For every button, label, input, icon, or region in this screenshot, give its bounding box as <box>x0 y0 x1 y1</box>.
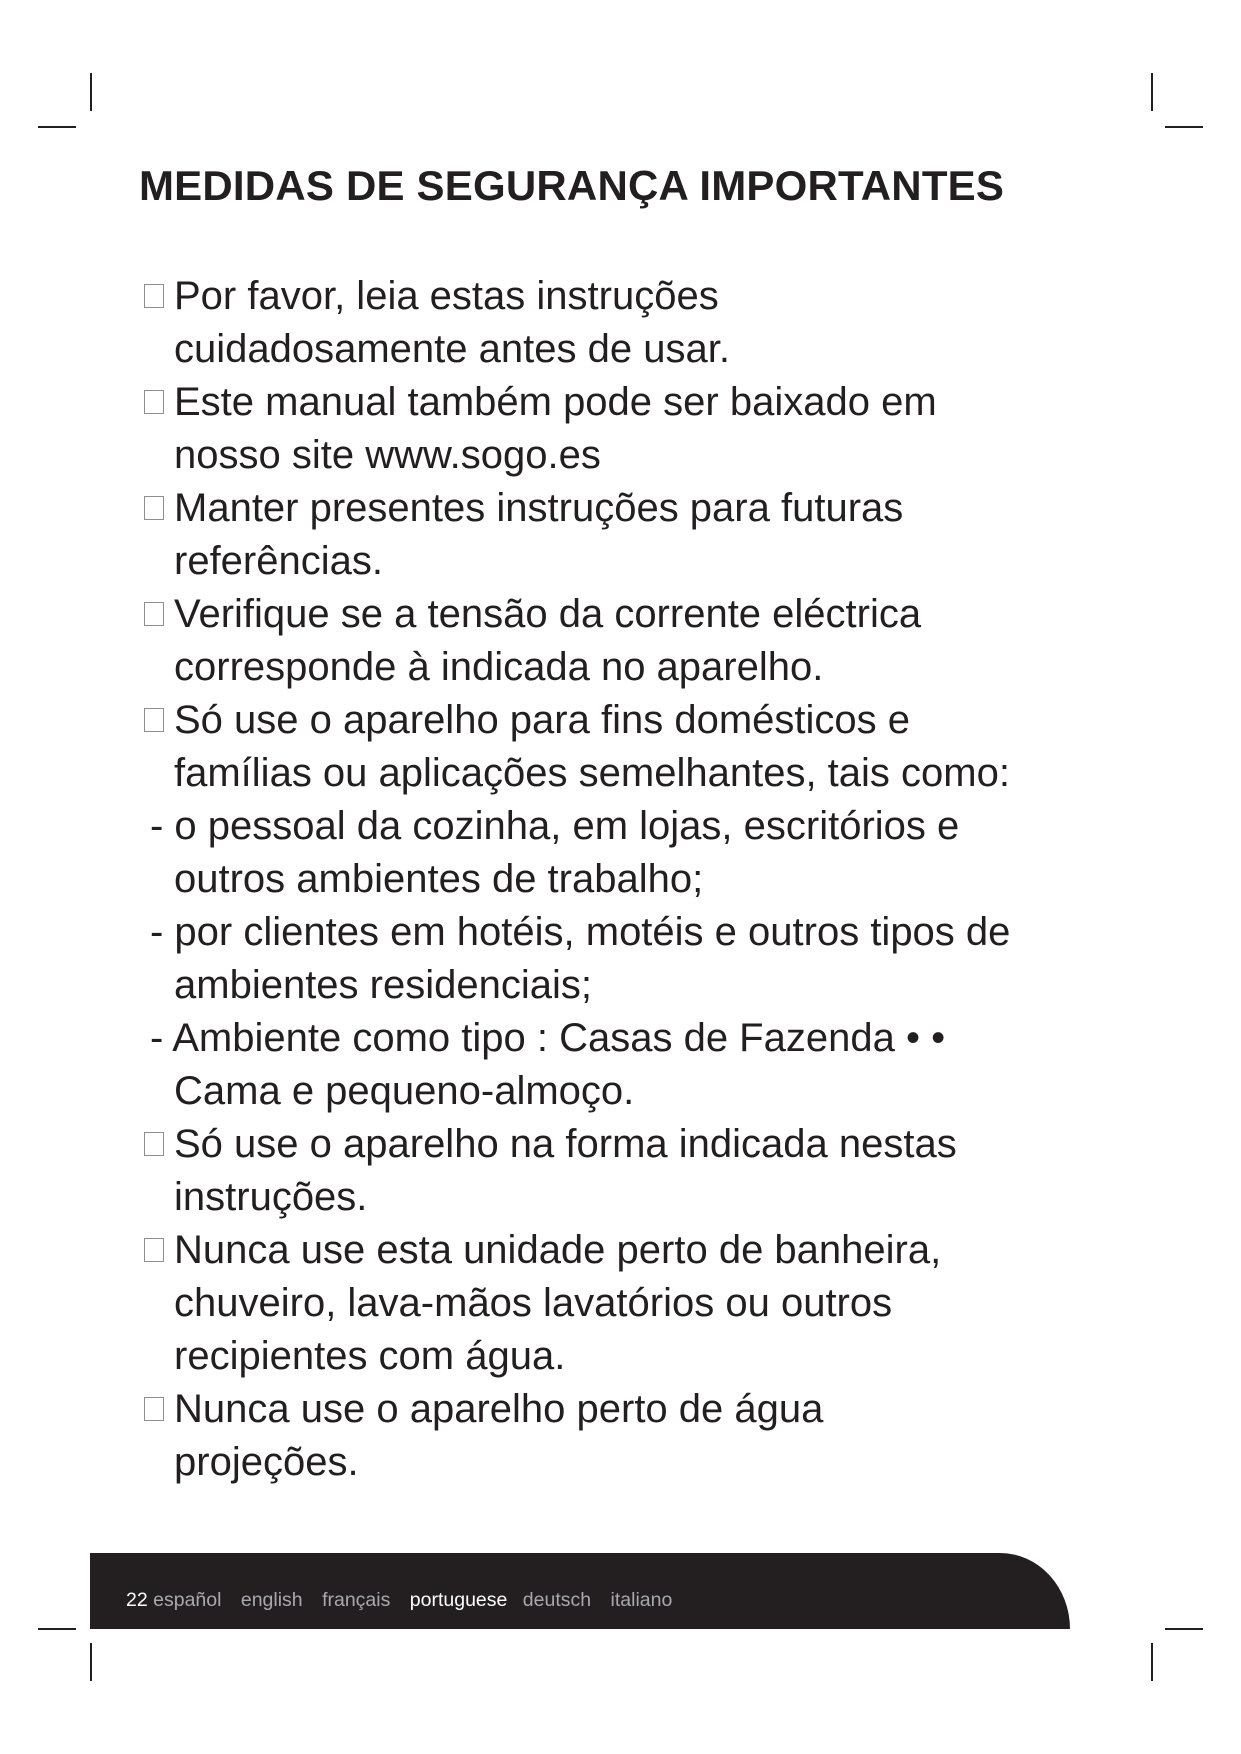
item-text: referências. <box>174 539 383 583</box>
safety-instructions-list <box>142 270 1142 1489</box>
item-text: chuveiro, lava-mãos lavatórios ou outros <box>174 1281 893 1325</box>
item-text: recipientes com água. <box>174 1334 566 1378</box>
item-text: nosso site www.sogo.es <box>174 433 601 477</box>
footer-bar <box>90 1553 1070 1629</box>
item-text: Só use o aparelho na forma indicada nestas <box>174 1122 957 1166</box>
list-item <box>142 1383 1142 1489</box>
crop-mark-bottom-left-v <box>90 1643 92 1681</box>
list-item <box>142 376 1142 482</box>
page-title: MEDIDAS DE SEGURANÇA IMPORTANTES <box>139 162 1005 209</box>
list-item <box>142 1118 1142 1224</box>
item-text: corresponde à indicada no aparelho. <box>174 645 824 689</box>
checkbox-bullet-icon <box>144 708 164 732</box>
checkbox-bullet-icon <box>144 1397 164 1421</box>
language-portuguese[interactable]: portuguese <box>409 1589 508 1611</box>
sub-list-item <box>142 800 1142 906</box>
crop-mark-top-left-v <box>90 73 92 111</box>
crop-mark-bottom-right-v <box>1151 1643 1153 1681</box>
sub-list-item <box>142 906 1142 1012</box>
item-text: Só use o aparelho para fins domésticos e <box>174 698 910 742</box>
crop-mark-top-left-h <box>38 126 76 128</box>
crop-mark-top-right-h <box>1165 126 1203 128</box>
item-text: - por clientes em hotéis, motéis e outros tipos de <box>150 910 1011 954</box>
list-item <box>142 1224 1142 1383</box>
checkbox-bullet-icon <box>144 1132 164 1156</box>
item-text: Nunca use esta unidade perto de banheira, <box>174 1228 942 1272</box>
item-text: Nunca use o aparelho perto de água <box>174 1387 824 1431</box>
crop-mark-bottom-right-h <box>1165 1628 1203 1630</box>
checkbox-bullet-icon <box>144 390 164 414</box>
item-text: Por favor, leia estas instruções <box>174 274 719 318</box>
item-text: Cama e pequeno-almoço. <box>174 1069 635 1113</box>
item-text: - o pessoal da cozinha, em lojas, escritórios e <box>150 804 960 848</box>
list-item <box>142 588 1142 694</box>
checkbox-bullet-icon <box>144 284 164 308</box>
crop-mark-bottom-left-h <box>38 1628 76 1630</box>
page-number: 22 <box>126 1589 148 1611</box>
list-item <box>142 482 1142 588</box>
checkbox-bullet-icon <box>144 602 164 626</box>
item-text: Este manual também pode ser baixado em <box>174 380 937 424</box>
item-text: cuidadosamente antes de usar. <box>174 327 730 371</box>
item-text: ambientes residenciais; <box>174 963 592 1007</box>
item-text: Manter presentes instruções para futuras <box>174 486 904 530</box>
footer-language-nav <box>126 1588 686 1612</box>
language-deutsch[interactable]: deutsch <box>522 1589 592 1611</box>
item-text: famílias ou aplicações semelhantes, tais como: <box>174 751 1010 795</box>
checkbox-bullet-icon <box>144 496 164 520</box>
language-francais[interactable]: français <box>322 1589 391 1611</box>
item-text: instruções. <box>174 1175 368 1219</box>
checkbox-bullet-icon <box>144 1238 164 1262</box>
language-italiano[interactable]: italiano <box>610 1589 673 1611</box>
list-item <box>142 694 1142 800</box>
language-espanol[interactable]: español <box>153 1589 222 1611</box>
crop-mark-top-right-v <box>1151 73 1153 111</box>
item-text: Verifique se a tensão da corrente eléctrica <box>174 592 922 636</box>
item-text: outros ambientes de trabalho; <box>174 857 704 901</box>
sub-list-item <box>142 1012 1142 1118</box>
language-english[interactable]: english <box>240 1589 303 1611</box>
item-text: - Ambiente como tipo : Casas de Fazenda • • <box>150 1016 946 1060</box>
list-item <box>142 270 1142 376</box>
item-text: projeções. <box>174 1440 359 1484</box>
